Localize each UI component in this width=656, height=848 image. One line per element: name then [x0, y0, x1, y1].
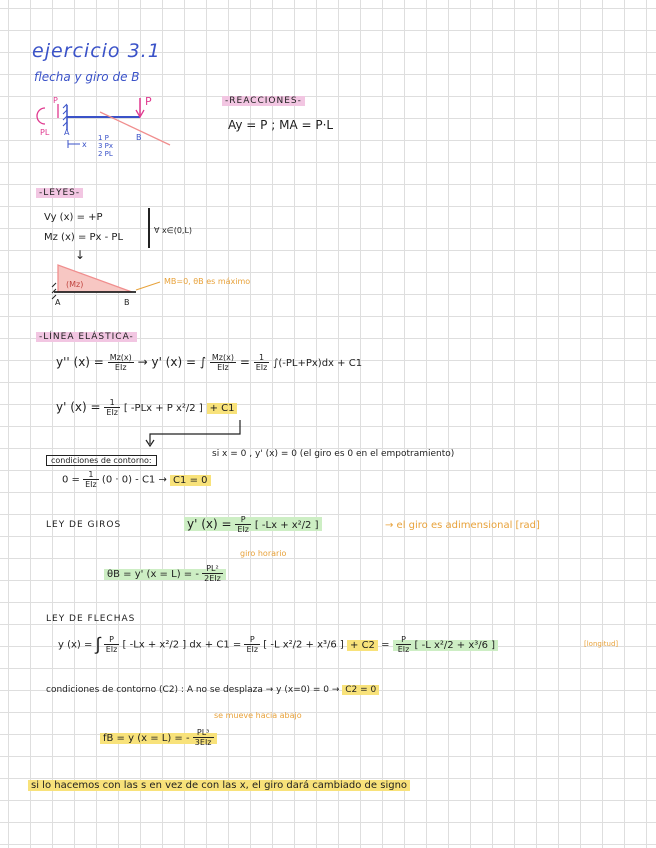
eq3-fraction [83, 470, 99, 489]
flechas-lhs: y (x) = [58, 639, 93, 651]
giros-lhs: y' (x) = [187, 517, 232, 531]
flechas-result-highlight [393, 635, 498, 654]
giros-eq [184, 515, 322, 534]
flechas-eq [58, 634, 498, 655]
flecha-note: se mueve hacia abajo [214, 711, 302, 720]
flechas-b1: [ -Lx + x²/2 ] dx + C1 = [122, 639, 242, 651]
eq1-frac2-den: EIz [217, 363, 229, 372]
giros-fraction [235, 515, 251, 534]
moment-diagram-label: (Mz) [66, 280, 84, 289]
moment-node-a: A [55, 298, 61, 307]
page-title: ejercicio 3.1 [32, 40, 161, 62]
flechas-f2-den: EIz [246, 645, 259, 654]
flecha-frac-num: PL³ [193, 728, 214, 738]
moment-node-b: B [124, 298, 130, 307]
eq2-constant: + C1 [207, 403, 238, 414]
flecha-lhs: fB = y (x = L) = [103, 732, 183, 744]
giros-note: → el giro es adimensional [rad] [385, 520, 540, 531]
eq3-result: C1 = 0 [170, 475, 210, 486]
flechas-f3-num: P [396, 635, 412, 645]
giros-eq-highlight [184, 515, 322, 534]
eq1-frac2-num: Mz(x) [211, 353, 234, 362]
eq1-frac3-num: 1 [254, 353, 270, 363]
flechas-equals: = [381, 639, 390, 651]
x-axis-label: x [82, 140, 87, 149]
reacciones-label: -REACCIONES- [222, 96, 305, 106]
flechas-f1-den: EIz [105, 645, 118, 654]
node-b-label: B [136, 133, 142, 142]
giros-frac-num: P [235, 515, 251, 525]
vy-law: Vy (x) = +P [44, 212, 103, 223]
footer-note [28, 780, 410, 791]
theta-eq [104, 564, 226, 583]
flechas-c2: + C2 [347, 640, 378, 651]
flechas-cond-text: condiciones de contorno (C2) : A no se desplaza → y (x=0) = 0 → [46, 685, 340, 695]
load-label-left: P [53, 96, 58, 105]
eq3-frac-num: 1 [83, 470, 99, 480]
brace-item: 2 PL [98, 150, 113, 158]
cond-box [46, 448, 157, 467]
integral-icon: ∫ [95, 634, 101, 655]
moment-note: MB=0, θB es máximo [164, 277, 251, 286]
giro-horario-note: giro horario [240, 549, 287, 558]
flechas-cond-result: C2 = 0 [342, 685, 379, 695]
theta-lhs: θB = y' (x = L) = [107, 568, 193, 580]
elastica-eq3 [62, 470, 211, 489]
cond-box-label: condiciones de contorno: [46, 455, 157, 466]
flechas-units: [longitud] [584, 640, 619, 648]
eq1-mid: → y' (x) = ∫ [137, 355, 207, 369]
giros-frac-den: EIz [237, 525, 250, 534]
flechas-f2-num: P [244, 635, 260, 645]
brace-item: 3 Px [98, 142, 114, 150]
eq1-frac-num: Mz(x) [109, 353, 132, 362]
eq3-body: (0 · 0) - C1 → [101, 474, 167, 486]
flechas-heading: LEY DE FLECHAS [46, 614, 136, 624]
eq3-lhs: 0 = [62, 474, 80, 486]
eq2-frac-num: 1 [104, 398, 120, 408]
eq1-frac3-den: EIz [255, 363, 268, 372]
eq1-frac-den: EIz [114, 363, 127, 372]
eq1-lhs: y'' (x) = [56, 355, 104, 369]
theta-frac-num: PL² [202, 564, 223, 574]
connector-arrow [150, 420, 240, 444]
flechas-f1 [104, 635, 120, 654]
page-subtitle: flecha y giro de B [34, 70, 140, 84]
flecha-sign: - [186, 732, 190, 744]
giros-body: [ -Lx + x²/2 ] [254, 520, 319, 531]
flecha-frac-den: 3EIz [194, 738, 212, 747]
flecha-fraction [193, 728, 214, 747]
cond-text: si x = 0 , y' (x) = 0 (el giro es 0 en el empotramiento) [212, 449, 455, 459]
theta-highlight [104, 564, 226, 583]
flecha-eq [100, 728, 217, 747]
footer-text: si lo hacemos con las s en vez de con las x, el giro dará cambiado de signo [28, 780, 410, 791]
eq3-frac-den: EIz [85, 480, 97, 489]
node-a-label: A [64, 128, 70, 137]
flechas-b2: [ -L x²/2 + x³/6 ] [263, 639, 344, 651]
flechas-f2 [244, 635, 260, 654]
leyes-label: -LEYES- [36, 188, 83, 198]
flechas-f3 [396, 635, 412, 654]
theta-fraction [202, 564, 223, 583]
elastica-label: -LÍNEA ELÁSTICA- [36, 332, 137, 342]
support-label: PL [40, 128, 50, 137]
theta-sign: - [195, 568, 199, 580]
flechas-f3-den: EIz [397, 645, 410, 654]
theta-frac-den: 2EIz [204, 574, 221, 583]
eq1-integral: ∫(-PL+Px)dx + C1 [273, 358, 363, 369]
down-arrow-icon: ↓ [75, 248, 86, 262]
flecha-highlight [100, 728, 217, 747]
eq1-equals: = [239, 355, 250, 369]
mz-law: Mz (x) = Px - PL [44, 232, 124, 243]
reacciones-eq: Ay = P ; MA = P·L [228, 118, 334, 132]
flechas-cond [46, 685, 379, 695]
flechas-b3: [ -L x²/2 + x³/6 ] [414, 639, 496, 651]
eq2-lhs: y' (x) = [56, 400, 101, 414]
leyes-domain: ∀ x∈(0,L) [154, 226, 193, 235]
brace-item: 1 P [98, 134, 109, 142]
flechas-f1-num: P [104, 635, 120, 645]
load-label-right: P [145, 95, 152, 108]
eq2-frac-den: EIz [106, 408, 119, 417]
giros-heading: LEY DE GIROS [46, 520, 122, 530]
eq2-body: [ -PLx + P x²/2 ] [123, 403, 203, 414]
